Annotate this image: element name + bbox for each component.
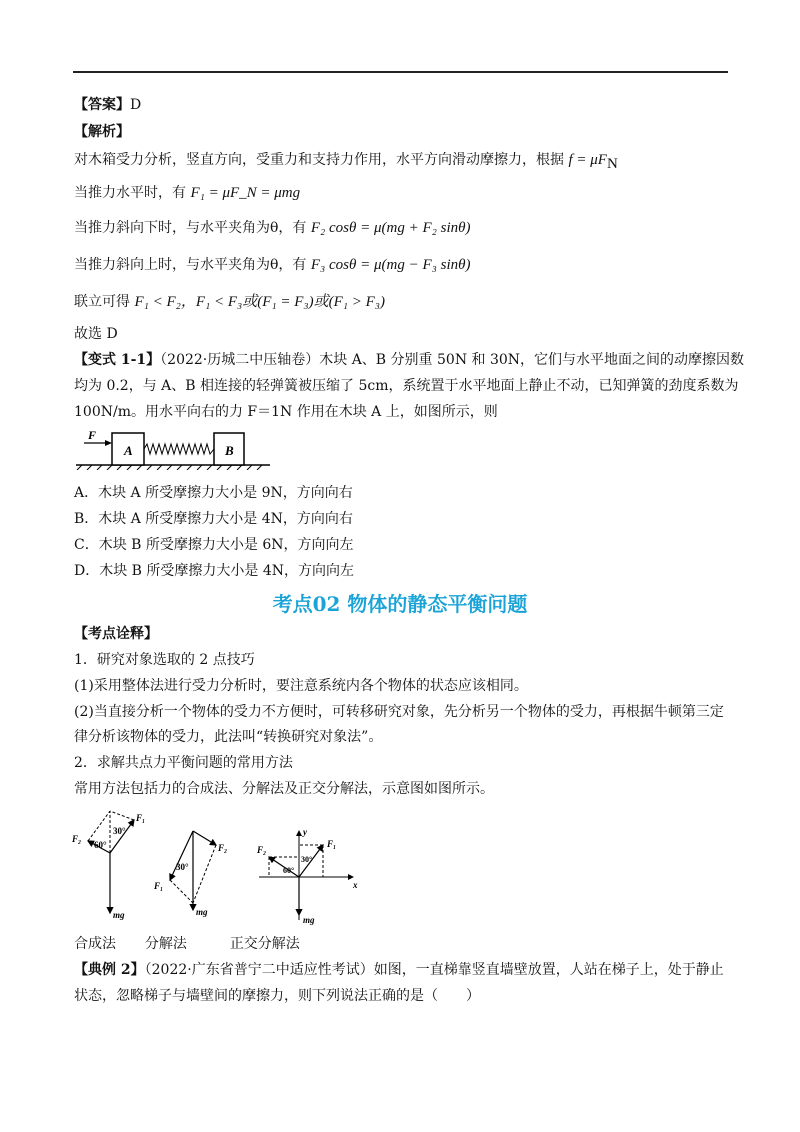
option-d: D．木块 B 所受摩擦力大小是 4N，方向向左 [74,563,355,579]
variant-line-1: 【变式 1-1】（2022·历城二中压轴卷）木块 A、B 分别重 50N 和 30N，它们与水平地面之间的动摩擦因数 [74,352,745,368]
option-a: A．木块 A 所受摩擦力大小是 9N，方向向右 [74,485,353,501]
variant-label: 【变式 1-1】 [74,352,161,368]
decomposition-diagram [150,825,245,920]
svg-text:F₁: F₁ [136,813,146,823]
svg-text:30°: 30° [176,862,189,872]
analysis-line-6: 故选 D [74,326,118,342]
caption-decomposition: 分解法 [144,936,187,952]
formula-down: F₂ cosθ = μ(mg + F₂ sinθ) [310,220,471,236]
caption-composition: 合成法 [74,936,116,952]
analysis-line-2: 当推力水平时，有 F₁ = μF_N = μmg [74,185,301,201]
explain-p5: 常用方法包括力的合成法、分解法及正交分解法，示意图如图所示。 [74,781,494,797]
svg-text:60°: 60° [94,840,107,850]
analysis-line-1: 对木箱受力分析，竖直方向，受重力和支持力作用，水平方向滑动摩擦力，根据 $f = \mu F_N$ [74,152,618,172]
caption-orthogonal: 正交分解法 [229,936,300,952]
svg-text:F₁: F₁ [327,839,337,849]
composition-diagram [70,808,160,923]
explain-p1: 1．研究对象选取的 2 点技巧 [74,652,255,668]
formula-result: F₁ < F₂，F₁ < F₃或(F₁ = F₃)或(F₁ > F₃) [134,294,385,310]
svg-text:y: y [303,827,307,837]
orthogonal-diagram [255,825,365,925]
svg-text:F₂: F₂ [218,843,228,853]
explain-p3a: (2)当直接分析一个物体的受力不方便时，可转移研究对象，先分析另一个物体的受力，再根据牛顿第三定 [74,704,724,720]
block-a-label: A [124,443,133,458]
svg-text:F₁: F₁ [154,881,164,891]
option-c: C．木块 B 所受摩擦力大小是 6N，方向向左 [74,537,354,553]
formula-up: F₃ cosθ = μ(mg − F₃ sinθ) [310,257,471,273]
diagram-captions [74,934,300,954]
header-rule [73,71,728,73]
svg-text:30°: 30° [113,826,126,836]
analysis-line-4: 当推力斜向上时，与水平夹角为θ，有 F₃ cosθ = μ(mg − F₃ sinθ) [74,257,471,273]
example-line-1: 【典例 2】（2022·广东省普宁二中适应性考试）如图，一直梯靠竖直墙壁放置，人站在梯子上，处于静止 [74,962,724,978]
answer-line [74,95,141,115]
variant-line-2: 均为 0.2，与 A、B 相连接的轻弹簧被压缩了 5cm，系统置于水平地面上静止不动，已知弹簧的劲度系数为 [74,378,739,394]
explain-p4: 2．求解共点力平衡问题的常用方法 [74,755,293,771]
section-title: 考点02 物体的静态平衡问题 [272,592,528,616]
block-b-label: B [225,443,234,458]
variant-line-3: 100N/m。用水平向右的力 F＝1N 作用在木块 A 上，如图所示，则 [74,404,498,420]
svg-text:F₂: F₂ [72,834,82,844]
formula-horizontal: F₁ = μF_N = μmg [190,185,301,201]
explain-p2: (1)采用整体法进行受力分析时，要注意系统内各个物体的状态应该相同。 [74,678,528,694]
formula-friction: f = μF [568,152,607,168]
spring [144,444,214,454]
answer-value: D [130,97,142,113]
svg-text:mg: mg [196,907,208,917]
svg-text:F₂: F₂ [257,845,267,855]
analysis-label: 【解析】 [74,124,130,140]
svg-text:30°: 30° [301,855,313,864]
example-label: 【典例 2】 [74,962,145,978]
answer-label: 【答案】 [74,97,130,113]
explain-p3b: 律分析该物体的受力，此法叫“转换研究对象法”。 [74,729,383,745]
example-line-2: 状态，忽略梯子与墙壁间的摩擦力，则下列说法正确的是（ ） [74,988,480,1004]
svg-text:60°: 60° [283,866,295,875]
analysis-line-5: 联立可得 F₁ < F₂，F₁ < F₃或(F₁ = F₃)或(F₁ > F₃) [74,294,385,310]
analysis-line-3: 当推力斜向下时，与水平夹角为θ，有 F₂ cosθ = μ(mg + F₂ sinθ) [74,220,471,236]
explain-label: 【考点诠释】 [74,626,158,642]
svg-text:x: x [353,880,358,890]
force-label-f: F [88,428,97,442]
svg-text:mg: mg [303,915,315,925]
spring-blocks-figure [74,425,274,470]
formula-friction-sub: N [606,155,618,172]
svg-text:mg: mg [113,910,125,920]
option-b: B．木块 A 所受摩擦力大小是 4N，方向向右 [74,511,353,527]
